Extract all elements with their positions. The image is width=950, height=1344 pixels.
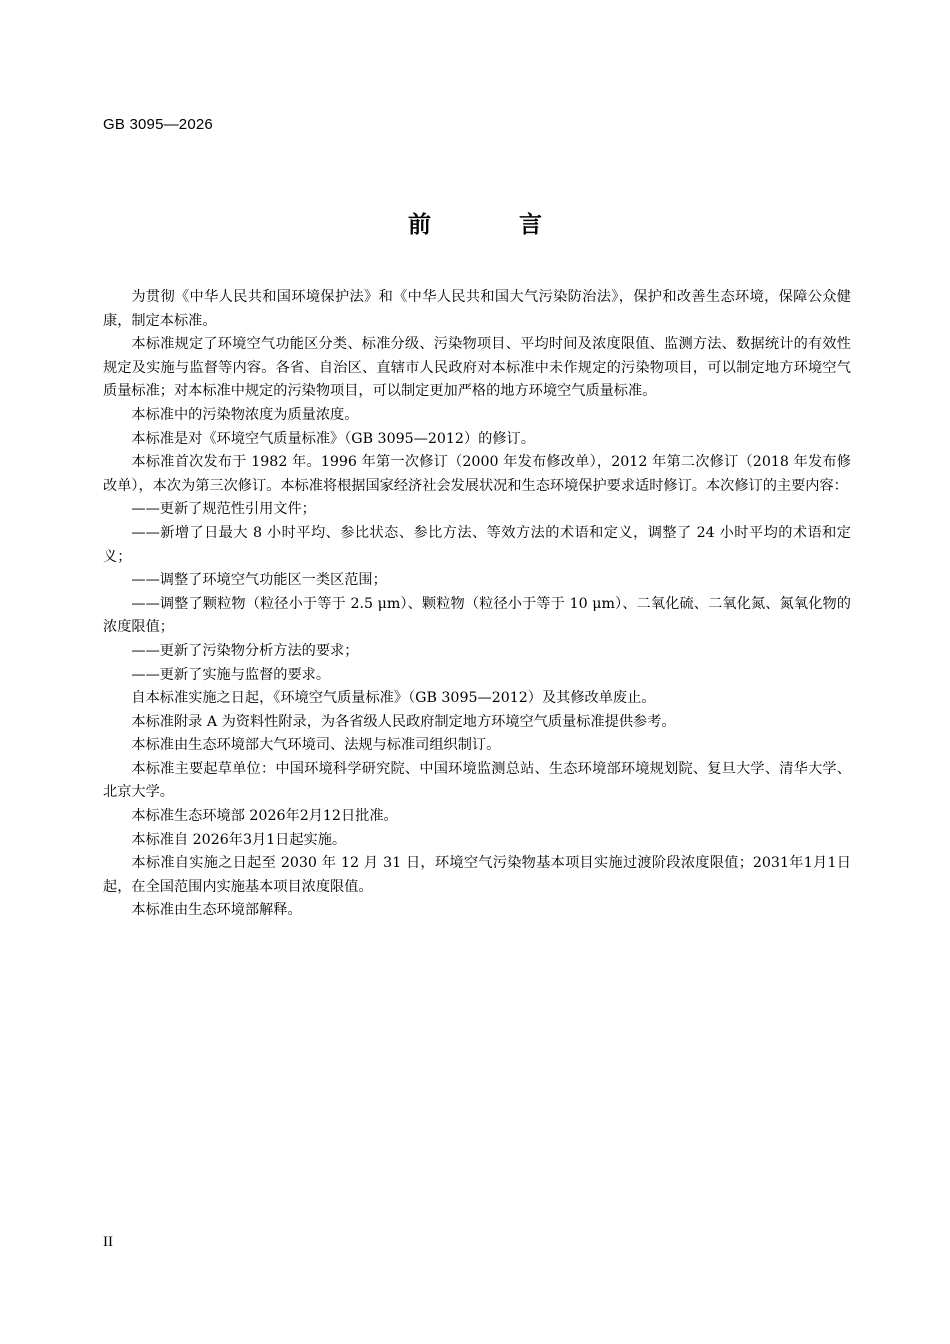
list-item: ——调整了颗粒物（粒径小于等于 2.5 μm）、颗粒物（粒径小于等于 10 μm）、二氧化硫、二氧化氮、氮氧化物的浓度限值；	[103, 595, 851, 636]
paragraph: 本标准中的污染物浓度为质量浓度。	[131, 406, 359, 423]
paragraph: 本标准由生态环境部解释。	[131, 902, 302, 919]
list-item: ——新增了日最大 8 小时平均、参比状态、参比方法、等效方法的术语和定义，调整了 24 小时平均的术语和定义；	[103, 524, 851, 565]
paragraph: 本标准是对《环境空气质量标准》（GB 3095—2012）的修订。	[131, 430, 535, 447]
paragraph: 本标准首次发布于 1982 年。1996 年第一次修订（2000 年发布修改单），2012 年第二次修订（2018 年发布修改单），本次为第三次修订。本标准将根据国家经济社会发展状况和生态环境保护要求适时修订。本次修订的主要内容：	[103, 454, 851, 494]
paragraph: 本标准主要起草单位：中国环境科学研究院、中国环境监测总站、生态环境部环境规划院、复旦大学、清华大学、北京大学。	[103, 760, 851, 801]
list-item: ——调整了环境空气功能区一类区范围；	[131, 572, 387, 589]
paragraph: 为贯彻《中华人民共和国环境保护法》和《中华人民共和国大气污染防治法》，保护和改善生态环境，保障公众健康，制定本标准。	[103, 289, 851, 329]
paragraph: 本标准规定了环境空气功能区分类、标准分级、污染物项目、平均时间及浓度限值、监测方法、数据统计的有效性规定及实施与监督等内容。各省、自治区、直辖市人民政府对本标准中未作规定的污染物项目，可以制定地方环境空气质量标准；对本标准中规定的污染物项目，可以制定更加严格的地方环境空气质量标准。	[103, 336, 851, 400]
page-number: II	[103, 1234, 113, 1250]
paragraph: 本标准由生态环境部大气环境司、法规与标准司组织制订。	[131, 737, 501, 754]
list-item: ——更新了规范性引用文件；	[131, 501, 316, 518]
document-body	[103, 286, 851, 923]
page-title: 前 言	[407, 212, 582, 238]
paragraph: 自本标准实施之日起，《环境空气质量标准》（GB 3095—2012）及其修改单废止。	[131, 690, 656, 707]
list-item: ——更新了污染物分析方法的要求；	[131, 642, 359, 659]
list-item: ——更新了实施与监督的要求。	[131, 666, 331, 683]
paragraph: 本标准生态环境部 2026年2月12日批准。	[131, 808, 398, 825]
paragraph: 本标准自实施之日起至 2030 年 12 月 31 日，环境空气污染物基本项目实施过渡阶段浓度限值；2031年1月1日起，在全国范围内实施基本项目浓度限值。	[103, 855, 851, 895]
paragraph: 本标准附录 A 为资料性附录，为各省级人民政府制定地方环境空气质量标准提供参考。	[131, 713, 676, 730]
paragraph: 本标准自 2026年3月1日起实施。	[131, 831, 347, 848]
standard-number: GB 3095—2026	[103, 116, 213, 133]
